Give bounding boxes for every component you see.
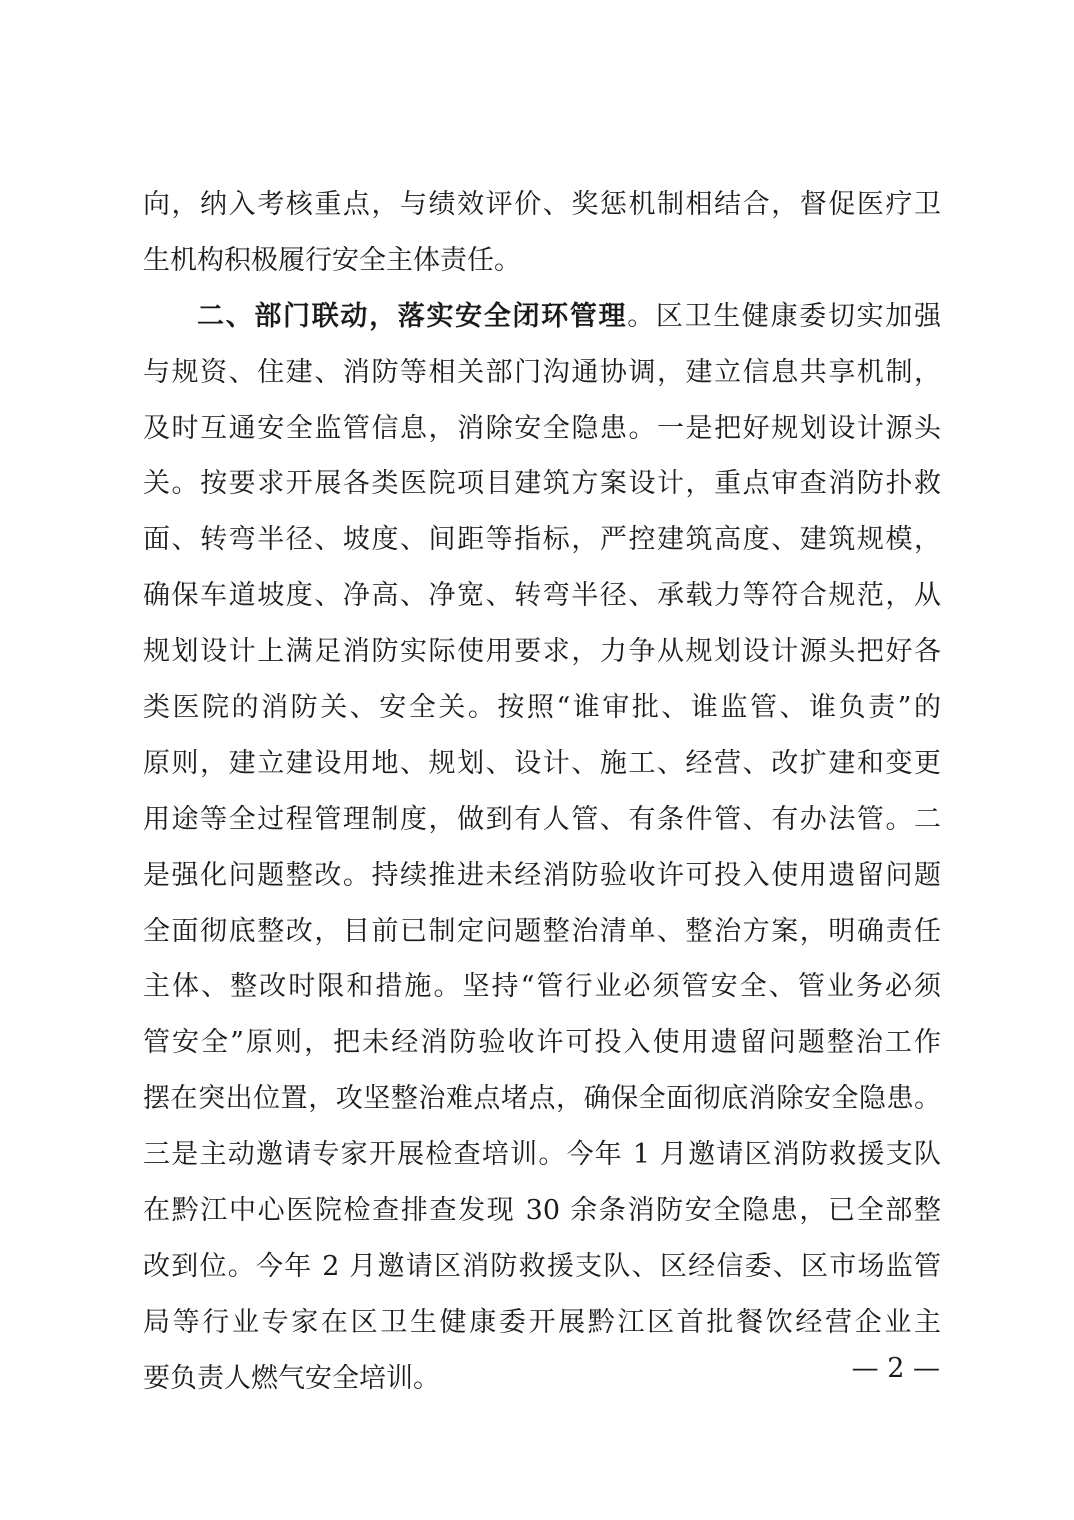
section-heading: 二、部门联动，落实安全闭环管理 xyxy=(197,300,628,332)
text-line: 管安全”原则，把未经消防验收许可投入使用遗留问题整治工作 xyxy=(143,1027,941,1059)
text-line: 关。按要求开展各类医院项目建筑方案设计，重点审查消防扑救 xyxy=(143,468,941,500)
body-text xyxy=(143,177,941,1407)
text-line: 规划设计上满足消防实际使用要求，力争从规划设计源头把好各 xyxy=(143,636,941,668)
text-line: 面、转弯半径、坡度、间距等指标，严控建筑高度、建筑规模， xyxy=(143,524,941,556)
text-line: 类医院的消防关、安全关。按照“谁审批、谁监管、谁负责”的 xyxy=(143,692,941,724)
section-heading-line xyxy=(143,289,941,345)
text-line: 用途等全过程管理制度，做到有人管、有条件管、有办法管。二 xyxy=(143,803,941,835)
page-number: — 2 — xyxy=(851,1353,940,1384)
text-line: 生机构积极履行安全主体责任。 xyxy=(143,244,521,276)
text-line: 主体、整改时限和措施。坚持“管行业必须管安全、管业务必须 xyxy=(143,971,941,1003)
text-line: 原则，建立建设用地、规划、设计、施工、经营、改扩建和变更 xyxy=(143,747,941,779)
text-line: 全面彻底整改，目前已制定问题整治清单、整治方案，明确责任 xyxy=(143,915,941,947)
text-line: 改到位。今年 2 月邀请区消防救援支队、区经信委、区市场监管 xyxy=(143,1250,941,1282)
text-line: 摆在突出位置，攻坚整治难点堵点，确保全面彻底消除安全隐患。 xyxy=(143,1083,941,1115)
text-line: 要负责人燃气安全培训。 xyxy=(143,1362,440,1394)
text-line: 局等行业专家在区卫生健康委开展黔江区首批餐饮经营企业主 xyxy=(143,1306,941,1338)
text-line: 是强化问题整改。持续推进未经消防验收许可投入使用遗留问题 xyxy=(143,859,941,891)
section-heading-rest: 。区卫生健康委切实加强 xyxy=(627,300,942,332)
text-line: 三是主动邀请专家开展检查培训。今年 1 月邀请区消防救援支队 xyxy=(143,1139,941,1171)
text-line: 确保车道坡度、净高、净宽、转弯半径、承载力等符合规范，从 xyxy=(143,580,941,612)
text-line: 及时互通安全监管信息，消除安全隐患。一是把好规划设计源头 xyxy=(143,412,941,444)
text-line: 与规资、住建、消防等相关部门沟通协调，建立信息共享机制， xyxy=(143,356,941,388)
text-line: 在黔江中心医院检查排查发现 30 余条消防安全隐患，已全部整 xyxy=(143,1195,941,1227)
text-line: 向，纳入考核重点，与绩效评价、奖惩机制相结合，督促医疗卫 xyxy=(143,189,941,220)
